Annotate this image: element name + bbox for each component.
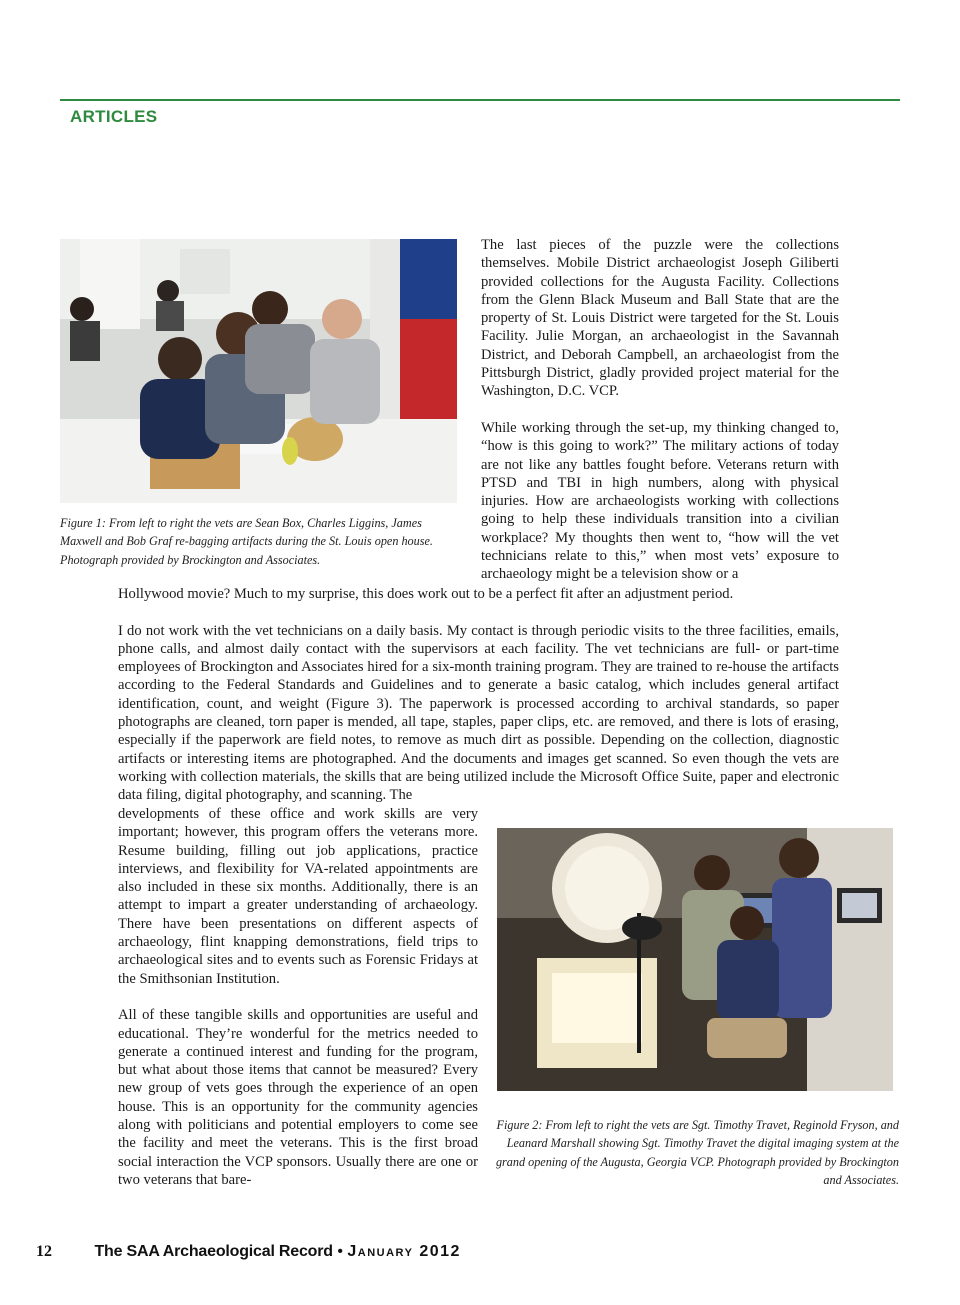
full-width-column [118,585,839,805]
paragraph-4: All of these tangible skills and opportunities are useful and educational. They’re wonderful for the metrics needed to generate a continued interest and funding for the program, but what about those items that cannot be measured? Every new group of vets goes through the experience of an open house. This is an opportunity for the community agencies along with politicians and potential employers to come see the facility and meet the veterans. This is the first broad social interaction the VCP sponsors. Usually there are one or two veterans that bare- [118,1007,478,1188]
paragraph-2b: Hollywood movie? Much to my surprise, this does work out to be a perfect fit after an adjustment period. [118,586,734,602]
paragraph-3b: developments of these office and work skills are very important; however, this program offers the veterans more. Resume building, filling out job applications, practice interviews, and flexibility for VA-related appointments are also included in these six months. Additionally, there is an attempt to impart a greater understanding of archaeology. There have been presentations on different aspects of archaeology, flint knapping demonstrations, field trips to archaeological sites and to events such as Forensic Fridays at the Smithsonian Institution. [118,806,478,987]
header-rule [60,99,900,101]
issue-date: January 2012 [347,1243,461,1260]
publication-title: The SAA Archaeological Record [94,1243,333,1260]
paragraph-2a: While working through the set-up, my thinking changed to, “how is this going to work?” The military actions of today are not like any battles fought before. Veterans return with PTSD and TBI in high numbers, along with physical injuries. How are archaeologists working with collections going to help these individuals transition into a civilian workplace? My thoughts then went to, “how will the vet technicians relate to this,” when most vets’ exposure to archaeology might be a television show or a [481,419,839,583]
right-column [481,236,839,584]
figure2-image [497,828,893,1091]
section-label: ARTICLES [70,107,158,126]
paragraph-1: The last pieces of the puzzle were the collections themselves. Mobile District archaeologist Joseph Giliberti provided collections for the Augusta Facility. Collections from the Glenn Black Museum and Ball State that are the property of St. Louis District were targeted for the St. Louis Facility. Julie Morgan, an archaeologist in the Savannah District, and Deborah Campbell, an archaeologist from the Pittsburgh District, gladly provided project material for the Washington, D.C. VCP. [481,237,839,400]
footer-separator: • [337,1243,343,1260]
figure1-caption: Figure 1: From left to right the vets are Sean Box, Charles Liggins, James Maxwell and Bob Graf re-bagging artifacts during the St. Louis open house. Photograph provided by Brockington and Associates. [60,516,433,567]
page-footer [36,1243,461,1261]
figure1-photo [60,239,457,503]
figure2-caption: Figure 2: From left to right the vets are Sgt. Timothy Travet, Reginold Fryson, and Leanard Marshall showing Sgt. Timothy Travet the digital imaging system at the grand opening of the Augusta, Georgia VCP. Photograph provided by Brockington and Associates. [495,1118,899,1187]
page-number: 12 [36,1243,52,1260]
figure2-photo [497,828,893,1091]
figure1-image [60,239,457,503]
left-column [118,805,478,1189]
paragraph-3a: I do not work with the vet technicians on a daily basis. My contact is through periodic visits to the three facilities, emails, phone calls, and almost daily contact with the supervisors at each facility. The vet technicians are full- or part-time employees of Brockington and Associates hired for a six-month training program. They are trained to re-house the artifacts according to the Federal Standards and Guidelines and to generate a basic catalog, which includes general artifact identification, count, and weight (Figure 3). The paperwork is processed according to archival standards, so paper photographs are cleaned, torn paper is mended, all tape, staples, paper clips, etc. are removed, and there is lots of erasing, especially if the paperwork are field notes, to remove as much dirt as possible. Depending on the collection, diagnostic artifacts or interesting items are photographed. And the documents and images get scanned. So even though the vets are working with collection materials, the skills that are being utilized include the Microsoft Office Suite, paper and electronic data filing, digital photography, and scanning. The [118,622,839,804]
